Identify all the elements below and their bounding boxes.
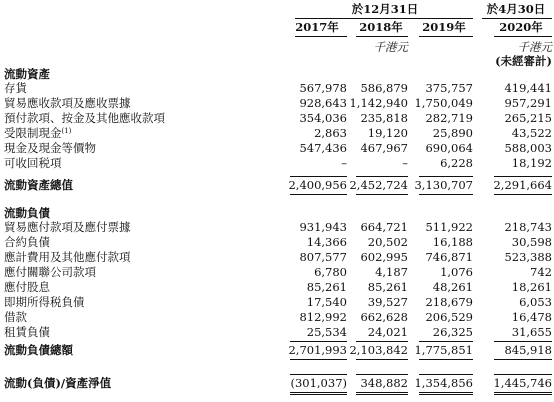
total-rule-bottom: [494, 392, 552, 393]
unit-label-2020: 千港元: [517, 40, 552, 54]
row-value: 48,261: [432, 280, 473, 294]
row-label: 租賃負債: [4, 325, 50, 339]
total-value: 1,445,746: [493, 376, 552, 390]
total-rule-top: [356, 341, 408, 342]
row-value: 354,036: [299, 111, 347, 125]
row-label: 借款: [4, 310, 27, 324]
total-label: 流動資產總值: [4, 178, 73, 192]
total-label: 流動(負債)/資產淨值: [4, 376, 112, 390]
row-value: 20,502: [367, 235, 408, 249]
row-label: 受限制現金$^{(1)}$: [4, 126, 72, 140]
row-value: 25,890: [432, 126, 473, 140]
row-value: 25,534: [306, 325, 347, 339]
current-liabilities-heading: 流動負債: [4, 206, 50, 220]
unaudited-label: (未經審計): [495, 54, 552, 68]
total-rule-bottom: [494, 359, 552, 360]
row-value: 282,719: [425, 111, 473, 125]
row-label: 即期所得税負債: [4, 295, 85, 309]
total-rule-top: [494, 374, 552, 375]
year-2018: 2018年: [359, 20, 403, 34]
total-rule-bottom: [290, 194, 347, 195]
total-rule-bottom: [290, 359, 347, 360]
row-value: 6,780: [314, 265, 347, 279]
year-2019: 2019年: [422, 20, 466, 34]
row-value: 19,120: [367, 126, 408, 140]
row-value: 588,003: [504, 141, 552, 155]
header-group-dec31: 於12月31日: [351, 2, 419, 16]
row-value: 218,743: [504, 220, 552, 234]
total-rule-bottom: [419, 392, 473, 393]
row-value: 928,643: [299, 96, 347, 110]
row-value: 265,215: [504, 111, 552, 125]
row-value: 4,187: [375, 265, 408, 279]
row-value: 235,818: [360, 111, 408, 125]
row-value: 16,188: [432, 235, 473, 249]
year-rule-2020: [494, 36, 552, 37]
row-value: 18,261: [511, 280, 552, 294]
total-rule-bottom: [419, 359, 473, 360]
total-rule-top: [356, 176, 408, 177]
total-rule-top: [290, 374, 347, 375]
total-rule-double: [356, 394, 408, 395]
row-value: 24,021: [367, 325, 408, 339]
row-value: 26,325: [432, 325, 473, 339]
row-value: –: [341, 156, 347, 170]
total-label: 流動負債總額: [4, 343, 73, 357]
total-rule-double: [290, 394, 347, 395]
total-value: 2,701,993: [288, 343, 347, 357]
total-value: 845,918: [504, 343, 552, 357]
row-label: 貿易應付款項及應付票據: [4, 220, 131, 234]
row-label: 合約負債: [4, 235, 50, 249]
total-value: 2,400,956: [288, 178, 347, 192]
row-value: 39,527: [367, 295, 408, 309]
row-value: 30,598: [511, 235, 552, 249]
total-rule-top: [290, 341, 347, 342]
row-value: 419,441: [504, 81, 552, 95]
year-2020: 2020年: [499, 20, 543, 34]
total-rule-bottom: [494, 194, 552, 195]
year-2017: 2017年: [295, 20, 339, 34]
row-value: 664,721: [360, 220, 408, 234]
row-value: 14,366: [306, 235, 347, 249]
row-value: 1,076: [440, 265, 473, 279]
total-rule-top: [494, 176, 552, 177]
row-value: 17,540: [306, 295, 347, 309]
row-value: 43,522: [511, 126, 552, 140]
row-label: 存貨: [4, 81, 27, 95]
total-value: 2,452,724: [349, 178, 408, 192]
row-value: 523,388: [504, 250, 552, 264]
total-value: 3,130,707: [414, 178, 473, 192]
total-value: 2,291,664: [493, 178, 552, 192]
total-rule-double: [419, 394, 473, 395]
unit-label: 千港元: [373, 40, 408, 54]
row-value: 2,863: [314, 126, 347, 140]
total-value: 1,354,856: [414, 376, 473, 390]
row-value: 931,943: [299, 220, 347, 234]
row-value: 31,655: [511, 325, 552, 339]
total-rule-top: [356, 374, 408, 375]
row-label: 應付關聯公司款項: [4, 265, 96, 279]
row-value: 567,978: [299, 81, 347, 95]
row-value: 746,871: [425, 250, 473, 264]
row-value: 375,757: [425, 81, 473, 95]
total-rule-bottom: [356, 194, 408, 195]
total-value: 348,882: [360, 376, 408, 390]
row-value: 602,995: [360, 250, 408, 264]
row-value: 690,064: [425, 141, 473, 155]
row-value: 586,879: [360, 81, 408, 95]
total-rule-top: [419, 176, 473, 177]
header-group-apr30: 於4月30日: [486, 2, 546, 16]
year-rule-2017: [295, 36, 347, 37]
row-value: 957,291: [504, 96, 552, 110]
row-value: 511,922: [425, 220, 473, 234]
row-value: –: [402, 156, 408, 170]
total-value: (301,037): [290, 376, 347, 390]
row-value: 6,228: [440, 156, 473, 170]
row-value: 1,750,049: [414, 96, 473, 110]
footnote-marker: (1): [61, 127, 72, 135]
row-label: 應付股息: [4, 280, 50, 294]
row-value: 1,142,940: [349, 96, 408, 110]
row-value: 467,967: [360, 141, 408, 155]
current-assets-heading: 流動資產: [4, 67, 50, 81]
total-rule-bottom: [419, 194, 473, 195]
row-value: 6,053: [519, 295, 552, 309]
row-value: 18,192: [511, 156, 552, 170]
year-rule-2018: [356, 36, 408, 37]
header-rule-group2: [482, 18, 552, 19]
total-rule-top: [419, 374, 473, 375]
header-rule-group1: [295, 18, 473, 19]
row-value: 85,261: [367, 280, 408, 294]
total-rule-bottom: [356, 392, 408, 393]
row-value: 85,261: [306, 280, 347, 294]
row-label: 應計費用及其他應付款項: [4, 250, 131, 264]
row-label: 可收回税項: [4, 156, 62, 170]
row-value: 662,628: [360, 310, 408, 324]
row-value: 206,529: [425, 310, 473, 324]
row-value: 547,436: [299, 141, 347, 155]
row-label: 現金及現金等價物: [4, 141, 96, 155]
row-value: 807,577: [299, 250, 347, 264]
total-rule-double: [494, 394, 552, 395]
total-rule-top: [494, 341, 552, 342]
row-value: 218,679: [425, 295, 473, 309]
total-rule-top: [419, 341, 473, 342]
total-rule-bottom: [290, 392, 347, 393]
row-value: 812,992: [299, 310, 347, 324]
total-value: 1,775,851: [414, 343, 473, 357]
row-label: 貿易應收款項及應收票據: [4, 96, 131, 110]
year-rule-2019: [419, 36, 473, 37]
total-rule-bottom: [356, 359, 408, 360]
total-rule-top: [290, 176, 347, 177]
total-value: 2,103,842: [349, 343, 408, 357]
row-label: 預付款項、按金及其他應收款項: [4, 111, 165, 125]
row-value: 16,478: [511, 310, 552, 324]
row-value: 742: [530, 265, 552, 279]
